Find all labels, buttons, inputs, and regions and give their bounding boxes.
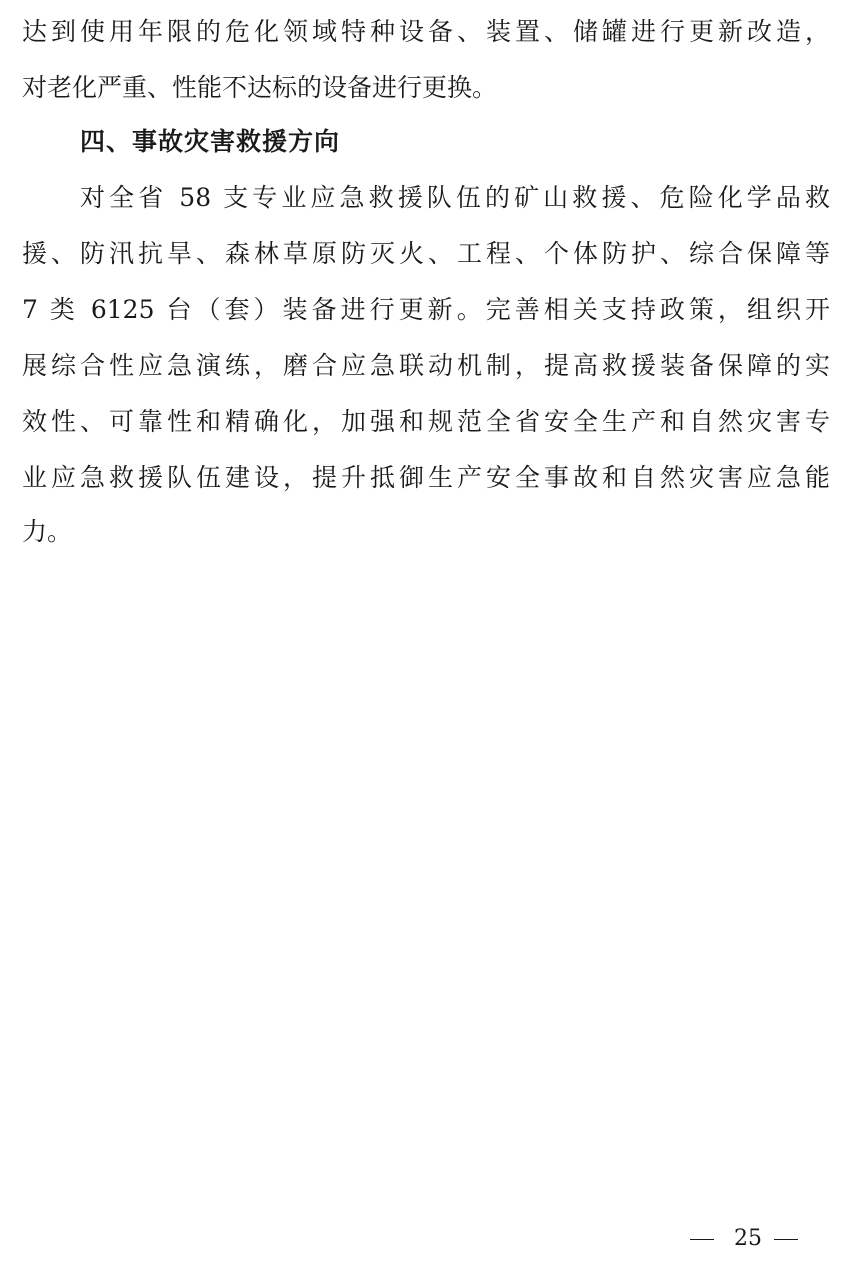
text-line: 对全省 58 支专业应急救援队伍的矿山救援、危险化学品救 [80, 183, 830, 212]
dash-right [774, 1239, 798, 1240]
page-number: 25 [734, 1226, 762, 1251]
text-line: 效性、可靠性和精确化，加强和规范全省安全生产和自然灾害专 [22, 407, 830, 436]
dash-left [690, 1239, 714, 1240]
text-line: 业应急救援队伍建设，提升抵御生产安全事故和自然灾害应急能 [22, 463, 830, 492]
text-line: 达到使用年限的危化领域特种设备、装置、储罐进行更新改造， [22, 17, 830, 46]
text-line: 援、防汛抗旱、森林草原防灭火、工程、个体防护、综合保障等 [22, 239, 830, 268]
text-line: 对老化严重、性能不达标的设备进行更换。 [22, 73, 498, 102]
text-line: 展综合性应急演练，磨合应急联动机制，提高救援装备保障的实 [22, 351, 830, 380]
text-line: 力。 [22, 517, 73, 546]
text-line: 7 类 6125 台（套）装备进行更新。完善相关支持政策，组织开 [22, 295, 830, 324]
page-number-footer [690, 1224, 798, 1254]
section-heading: 四、事故灾害救援方向 [80, 127, 341, 156]
